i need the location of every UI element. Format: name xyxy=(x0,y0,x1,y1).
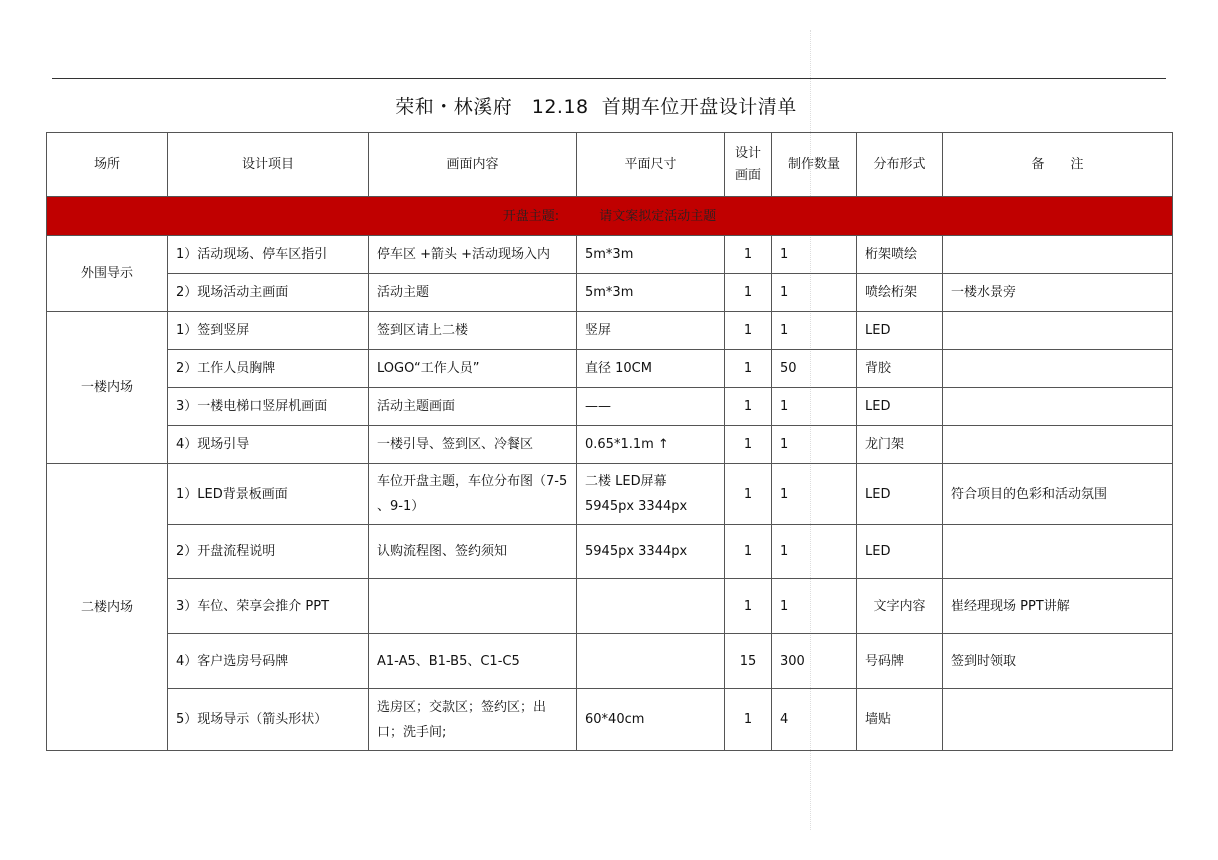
size-cell: —— xyxy=(577,388,725,426)
size-cell xyxy=(577,579,725,634)
content-cell: 活动主题 xyxy=(369,274,577,312)
remark-cell xyxy=(943,689,1173,751)
header-rule xyxy=(52,78,1166,79)
item-cell: 3）车位、荣享会推介 PPT xyxy=(168,579,369,634)
form-cell: LED xyxy=(857,464,943,525)
design-count-cell: 1 xyxy=(725,464,772,525)
header-venue: 场所 xyxy=(47,133,168,197)
content-cell: LOGO“工作人员” xyxy=(369,350,577,388)
content-cell: 一楼引导、签到区、冷餐区 xyxy=(369,426,577,464)
header-design-line2: 画面 xyxy=(734,167,761,183)
content-cell: 车位开盘主题，车位分布图（7-5 、9-1） xyxy=(369,464,577,525)
quantity-cell: 1 xyxy=(772,236,857,274)
header-design-line1: 设计 xyxy=(734,145,761,161)
size-cell: 竖屏 xyxy=(577,312,725,350)
table-row xyxy=(47,274,1173,312)
form-cell: 号码牌 xyxy=(857,634,943,689)
design-count-cell: 15 xyxy=(725,634,772,689)
remark-cell xyxy=(943,426,1173,464)
content-cell: 选房区；交款区；签约区；出口；洗手间; xyxy=(369,689,577,751)
item-cell: 5）现场导示（箭头形状） xyxy=(168,689,369,751)
item-cell: 2）现场活动主画面 xyxy=(168,274,369,312)
header-size: 平面尺寸 xyxy=(577,133,725,197)
size-cell: 直径 10CM xyxy=(577,350,725,388)
size-cell: 0.65*1.1m ↑ xyxy=(577,426,725,464)
header-content: 画面内容 xyxy=(369,133,577,197)
venue-cell: 外围导示 xyxy=(47,236,168,312)
table-row xyxy=(47,579,1173,634)
size-cell: 5945px 3344px xyxy=(577,525,725,579)
size-cell: 60*40cm xyxy=(577,689,725,751)
size-cell: 二楼 LED屏幕 5945px 3344px xyxy=(577,464,725,525)
size-cell: 5m*3m xyxy=(577,274,725,312)
form-cell: LED xyxy=(857,312,943,350)
item-cell: 4）客户选房号码牌 xyxy=(168,634,369,689)
header-remark: 备 注 xyxy=(943,133,1173,197)
content-cell: 活动主题画面 xyxy=(369,388,577,426)
form-cell: 文字内容 xyxy=(857,579,943,634)
quantity-cell: 1 xyxy=(772,388,857,426)
header-quantity: 制作数量 xyxy=(772,133,857,197)
venue-cell: 二楼内场 xyxy=(47,464,168,751)
quantity-cell: 1 xyxy=(772,464,857,525)
design-count-cell: 1 xyxy=(725,426,772,464)
form-cell: 龙门架 xyxy=(857,426,943,464)
theme-value: 请文案拟定活动主题 xyxy=(599,208,717,224)
design-count-cell: 1 xyxy=(725,236,772,274)
table-row xyxy=(47,634,1173,689)
design-count-cell: 1 xyxy=(725,312,772,350)
document-title: 荣和・林溪府 12.18 首期车位开盘设计清单 xyxy=(395,96,797,118)
content-cell xyxy=(369,579,577,634)
table-row xyxy=(47,689,1173,751)
header-design xyxy=(725,133,772,197)
form-cell: 墙贴 xyxy=(857,689,943,751)
content-cell: 认购流程图、签约须知 xyxy=(369,525,577,579)
item-cell: 1）LED背景板画面 xyxy=(168,464,369,525)
header-row xyxy=(47,133,1173,197)
theme-label: 开盘主题: xyxy=(502,208,560,224)
quantity-cell: 300 xyxy=(772,634,857,689)
remark-cell xyxy=(943,525,1173,579)
form-cell: 桁架喷绘 xyxy=(857,236,943,274)
quantity-cell: 50 xyxy=(772,350,857,388)
item-cell: 1）签到竖屏 xyxy=(168,312,369,350)
table-row xyxy=(47,426,1173,464)
form-cell: 背胶 xyxy=(857,350,943,388)
remark-cell xyxy=(943,350,1173,388)
quantity-cell: 1 xyxy=(772,525,857,579)
item-cell: 2）开盘流程说明 xyxy=(168,525,369,579)
design-count-cell: 1 xyxy=(725,388,772,426)
design-count-cell: 1 xyxy=(725,689,772,751)
remark-cell: 崔经理现场 PPT讲解 xyxy=(943,579,1173,634)
design-count-cell: 1 xyxy=(725,274,772,312)
theme-cell xyxy=(47,197,1173,236)
design-list-table xyxy=(46,132,1173,751)
table-row xyxy=(47,525,1173,579)
remark-cell xyxy=(943,388,1173,426)
size-cell xyxy=(577,634,725,689)
quantity-cell: 4 xyxy=(772,689,857,751)
quantity-cell: 1 xyxy=(772,426,857,464)
design-count-cell: 1 xyxy=(725,579,772,634)
header-item: 设计项目 xyxy=(168,133,369,197)
table-row xyxy=(47,388,1173,426)
remark-cell: 符合项目的色彩和活动氛围 xyxy=(943,464,1173,525)
header-form: 分布形式 xyxy=(857,133,943,197)
table-row xyxy=(47,236,1173,274)
venue-cell: 一楼内场 xyxy=(47,312,168,464)
remark-cell: 签到时领取 xyxy=(943,634,1173,689)
item-cell: 1）活动现场、停车区指引 xyxy=(168,236,369,274)
design-count-cell: 1 xyxy=(725,525,772,579)
item-cell: 3）一楼电梯口竖屏机画面 xyxy=(168,388,369,426)
form-cell: LED xyxy=(857,388,943,426)
content-cell: 停车区 +箭头 +活动现场入内 xyxy=(369,236,577,274)
table-row xyxy=(47,464,1173,525)
quantity-cell: 1 xyxy=(772,274,857,312)
theme-row xyxy=(47,197,1173,236)
item-cell: 2）工作人员胸牌 xyxy=(168,350,369,388)
size-cell: 5m*3m xyxy=(577,236,725,274)
content-cell: A1-A5、B1-B5、C1-C5 xyxy=(369,634,577,689)
quantity-cell: 1 xyxy=(772,312,857,350)
table-row xyxy=(47,312,1173,350)
form-cell: LED xyxy=(857,525,943,579)
quantity-cell: 1 xyxy=(772,579,857,634)
remark-cell: 一楼水景旁 xyxy=(943,274,1173,312)
form-cell: 喷绘桁架 xyxy=(857,274,943,312)
table-row xyxy=(47,350,1173,388)
content-cell: 签到区请上二楼 xyxy=(369,312,577,350)
remark-cell xyxy=(943,236,1173,274)
item-cell: 4）现场引导 xyxy=(168,426,369,464)
design-count-cell: 1 xyxy=(725,350,772,388)
remark-cell xyxy=(943,312,1173,350)
